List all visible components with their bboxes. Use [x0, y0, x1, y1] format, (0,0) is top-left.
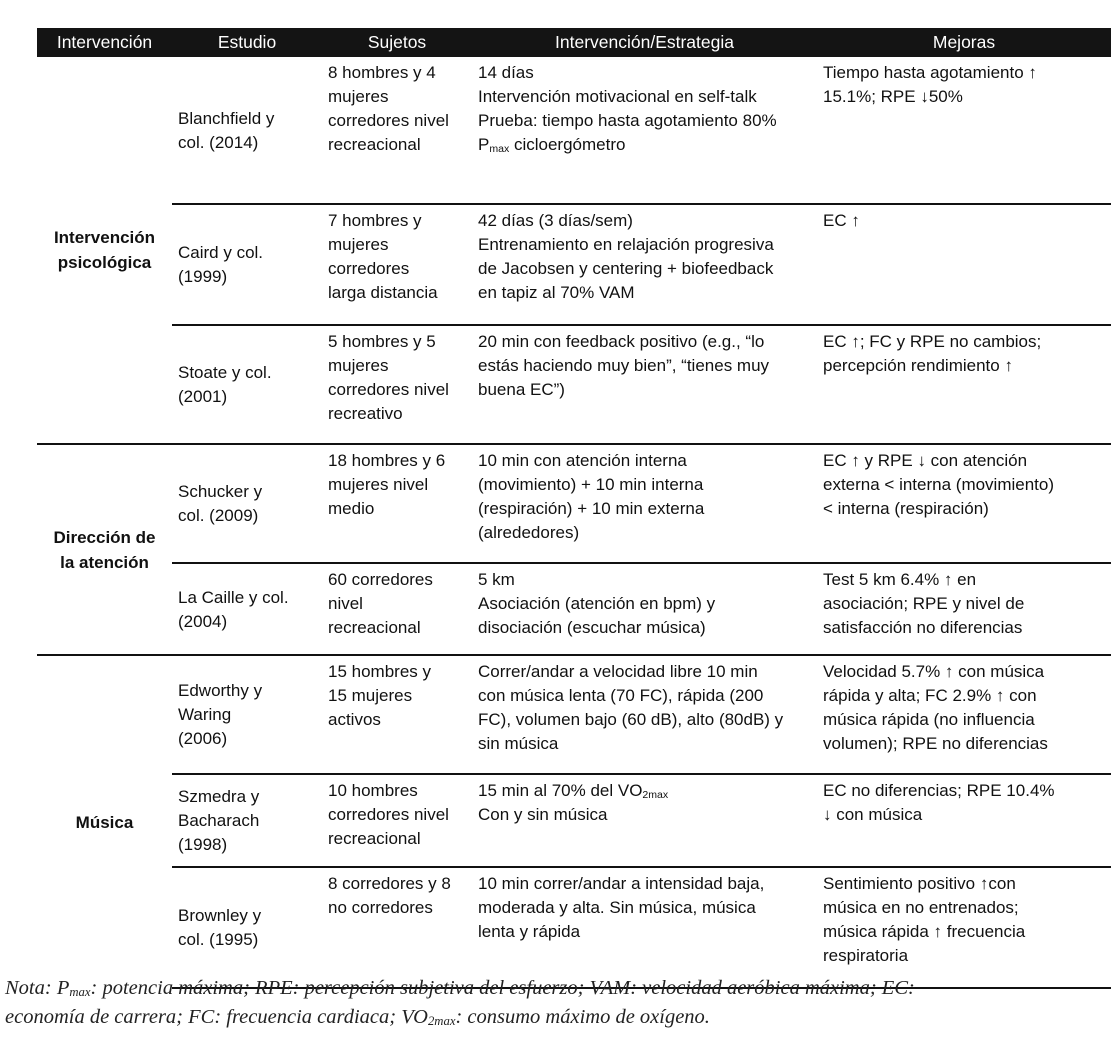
pmax-symbol: P	[478, 135, 490, 154]
text-line: Entrenamiento en relajación progresiva	[478, 235, 774, 254]
text-line: col. (1995)	[178, 930, 259, 949]
text-line: de Jacobsen y centering + biofeedback	[478, 259, 774, 278]
text-line	[478, 133, 812, 157]
text-line: Con y sin música	[478, 805, 608, 824]
text-line: (2006)	[178, 729, 228, 748]
text-line: 42 días (3 días/sem)	[478, 211, 633, 230]
table-row	[37, 325, 1111, 444]
text-line: Tiempo hasta agotamiento ↑	[823, 63, 1037, 82]
text-line: sin música	[478, 734, 559, 753]
header-estrategia: Intervención/Estrategia	[472, 28, 817, 57]
text-line: Intervención motivacional en self-talk	[478, 87, 757, 106]
text-line: (respiración) + 10 min externa	[478, 499, 705, 518]
text-line: 14 días	[478, 63, 534, 82]
group-label-line: la atención	[60, 552, 149, 572]
text-line: activos	[328, 710, 381, 729]
cell-mejoras	[817, 444, 1111, 563]
text-line: (alrededores)	[478, 523, 580, 542]
table-footnote	[5, 974, 1115, 1032]
text-line: EC no diferencias; RPE 10.4%	[823, 781, 1055, 800]
text-line: música rápida ↑ frecuencia	[823, 922, 1026, 941]
text-line: 15.1%; RPE ↓50%	[823, 87, 963, 106]
footnote-text: : potencia máxima; RPE: percepción subjetiva del esfuerzo; VAM: velocidad aeróbica máxima; EC:	[90, 977, 915, 999]
footnote-line-1	[5, 974, 1115, 1003]
text-line: no corredores	[328, 898, 433, 917]
text-line: percepción rendimiento ↑	[823, 356, 1013, 375]
text-line: mujeres	[328, 87, 389, 106]
table-row	[37, 867, 1111, 988]
table-row	[37, 57, 1111, 204]
text-line: ↓ con música	[823, 805, 923, 824]
text-line: Test 5 km 6.4% ↑ en	[823, 570, 977, 589]
text-line: larga distancia	[328, 283, 438, 302]
group-label-line: psicológica	[57, 253, 152, 272]
text-line: La Caille y col.	[178, 587, 289, 607]
text-line: mujeres nivel	[328, 475, 429, 494]
cell-mejoras	[817, 204, 1111, 325]
group-label-line: Intervención	[53, 228, 156, 247]
text-line: satisfacción no diferencias	[823, 618, 1023, 637]
text-line: (2001)	[178, 387, 228, 406]
pmax-subscript: max	[69, 985, 91, 999]
table-row	[37, 655, 1111, 774]
pmax-symbol: P	[56, 977, 70, 999]
cell-estudio	[172, 563, 322, 655]
text-line: recreacional	[328, 829, 421, 848]
data-table-container	[37, 28, 1111, 989]
text-line: col. (2009)	[178, 506, 259, 525]
text-line: Caird y col.	[178, 243, 264, 262]
text-line: 8 corredores y 8	[328, 874, 451, 893]
text-line: 7 hombres y	[328, 211, 422, 230]
text-line: mujeres	[328, 235, 389, 254]
cell-sujetos	[322, 57, 472, 204]
cell-sujetos	[322, 655, 472, 774]
footnote-text: economía de carrera; FC: frecuencia cardiaca; VO	[5, 1006, 428, 1028]
text-fragment: 15 min al 70% del VO	[478, 781, 643, 800]
text-line: recreativo	[328, 404, 403, 423]
text-line: (1999)	[178, 267, 228, 286]
text-line: volumen); RPE no diferencias	[823, 734, 1048, 753]
cell-estudio	[172, 444, 322, 563]
cell-mejoras	[817, 563, 1111, 655]
text-line: moderada y alta. Sin música, música	[478, 898, 756, 917]
text-line: 5 hombres y 5	[328, 332, 436, 351]
cell-estrategia	[472, 444, 817, 563]
text-line: EC ↑	[823, 211, 860, 230]
text-line: Brownley y	[178, 906, 262, 925]
footnote-label: Nota:	[5, 977, 57, 999]
text-line: Velocidad 5.7% ↑ con música	[823, 662, 1045, 681]
text-line	[478, 779, 812, 803]
cell-estrategia	[472, 204, 817, 325]
text-line: Sentimiento positivo ↑con	[823, 874, 1016, 893]
text-line: Asociación (atención en bpm) y	[478, 594, 716, 613]
text-line: FC), volumen bajo (60 dB), alto (80dB) y	[478, 710, 784, 729]
text-line: EC ↑; FC y RPE no cambios;	[823, 332, 1042, 351]
text-line: respiratoria	[823, 946, 909, 965]
cell-estudio	[172, 774, 322, 867]
group-cell-musica	[37, 655, 172, 988]
cell-sujetos	[322, 774, 472, 867]
cell-estudio	[172, 204, 322, 325]
cell-estudio	[172, 655, 322, 774]
text-line: música rápida (no influencia	[823, 710, 1035, 729]
cell-estrategia	[472, 774, 817, 867]
text-line: Edworthy y	[178, 681, 263, 700]
text-line: Blanchfield y	[178, 108, 275, 128]
text-line: externa < interna (movimiento)	[823, 475, 1055, 494]
cell-sujetos	[322, 444, 472, 563]
cell-sujetos	[322, 867, 472, 988]
header-intervencion: Intervención	[37, 28, 172, 57]
text-line: buena EC”)	[478, 380, 565, 399]
table-row	[37, 563, 1111, 655]
text-line: (1998)	[178, 835, 228, 854]
text-line: 10 min con atención interna	[478, 451, 687, 470]
text-line: Bacharach	[178, 811, 260, 830]
text-line: asociación; RPE y nivel de	[823, 594, 1025, 613]
table-row	[37, 774, 1111, 867]
text-line: lenta y rápida	[478, 922, 581, 941]
vo2-subscript: 2max	[427, 1014, 456, 1028]
cell-sujetos	[322, 325, 472, 444]
cell-estrategia	[472, 867, 817, 988]
cell-estrategia	[472, 655, 817, 774]
cell-sujetos	[322, 563, 472, 655]
cell-mejoras	[817, 867, 1111, 988]
text-line: 5 km	[478, 570, 515, 589]
text-line: mujeres	[328, 356, 389, 375]
footnote-line-2	[5, 1003, 1115, 1032]
text-line: 15 mujeres	[328, 686, 413, 705]
text-line: estás haciendo muy bien”, “tienes muy	[478, 356, 770, 375]
cell-estudio	[172, 325, 322, 444]
cell-sujetos	[322, 204, 472, 325]
text-line: corredores nivel	[328, 380, 449, 399]
text-line: 10 hombres	[328, 781, 418, 800]
footnote-text: : consumo máximo de oxígeno.	[455, 1006, 710, 1028]
text-line: 20 min con feedback positivo (e.g., “lo	[478, 332, 765, 351]
text-line: EC ↑ y RPE ↓ con atención	[823, 451, 1028, 470]
group-label-line: Dirección de	[53, 527, 156, 547]
table-body	[37, 57, 1111, 988]
interventions-table	[37, 28, 1111, 989]
text-line: medio	[328, 499, 375, 518]
text-line: col. (2014)	[178, 132, 259, 152]
cell-estudio	[172, 57, 322, 204]
text-line: recreacional	[328, 618, 421, 637]
cell-estrategia	[472, 325, 817, 444]
text-line: Stoate y col.	[178, 363, 272, 382]
pmax-subscript: max	[489, 143, 510, 155]
text-line: nivel	[328, 594, 363, 613]
text-line: en tapiz al 70% VAM	[478, 283, 635, 302]
text-line: corredores nivel	[328, 111, 449, 130]
text-line: Schucker y	[178, 482, 263, 501]
text-line: < interna (respiración)	[823, 499, 989, 518]
text-line: Correr/andar a velocidad libre 10 min	[478, 662, 758, 681]
text-line: Prueba: tiempo hasta agotamiento 80%	[478, 111, 777, 130]
header-estudio: Estudio	[172, 28, 322, 57]
text-line: 8 hombres y 4	[328, 63, 436, 82]
header-row	[37, 28, 1111, 57]
vo2-subscript: 2max	[642, 789, 669, 801]
table-row	[37, 204, 1111, 325]
table-row	[37, 444, 1111, 563]
text-line: corredores	[328, 259, 410, 278]
text-line: 60 corredores	[328, 570, 433, 589]
text-line: música en no entrenados;	[823, 898, 1019, 917]
group-label-line: Música	[75, 812, 134, 832]
text-line: 18 hombres y 6	[328, 451, 446, 470]
cell-mejoras	[817, 774, 1111, 867]
text-line: (movimiento) + 10 min interna	[478, 475, 704, 494]
cell-mejoras	[817, 325, 1111, 444]
cell-estudio	[172, 867, 322, 988]
text-line: (2004)	[178, 611, 228, 631]
cell-estrategia	[472, 563, 817, 655]
text-line: Waring	[178, 705, 232, 724]
text-line: disociación (escuchar música)	[478, 618, 706, 637]
text-fragment: cicloergómetro	[509, 135, 626, 154]
text-line: recreacional	[328, 135, 421, 154]
text-line: 15 hombres y	[328, 662, 431, 681]
text-line: rápida y alta; FC 2.9% ↑ con	[823, 686, 1037, 705]
group-cell-atencion	[37, 444, 172, 655]
text-line: Szmedra y	[178, 787, 260, 806]
text-line: corredores nivel	[328, 805, 449, 824]
header-mejoras: Mejoras	[817, 28, 1111, 57]
cell-mejoras	[817, 57, 1111, 204]
text-line: 10 min correr/andar a intensidad baja,	[478, 874, 765, 893]
cell-estrategia	[472, 57, 817, 204]
cell-mejoras	[817, 655, 1111, 774]
text-line: con música lenta (70 FC), rápida (200	[478, 686, 764, 705]
group-cell-psicologica	[37, 57, 172, 444]
header-sujetos: Sujetos	[322, 28, 472, 57]
table-header	[37, 28, 1111, 57]
